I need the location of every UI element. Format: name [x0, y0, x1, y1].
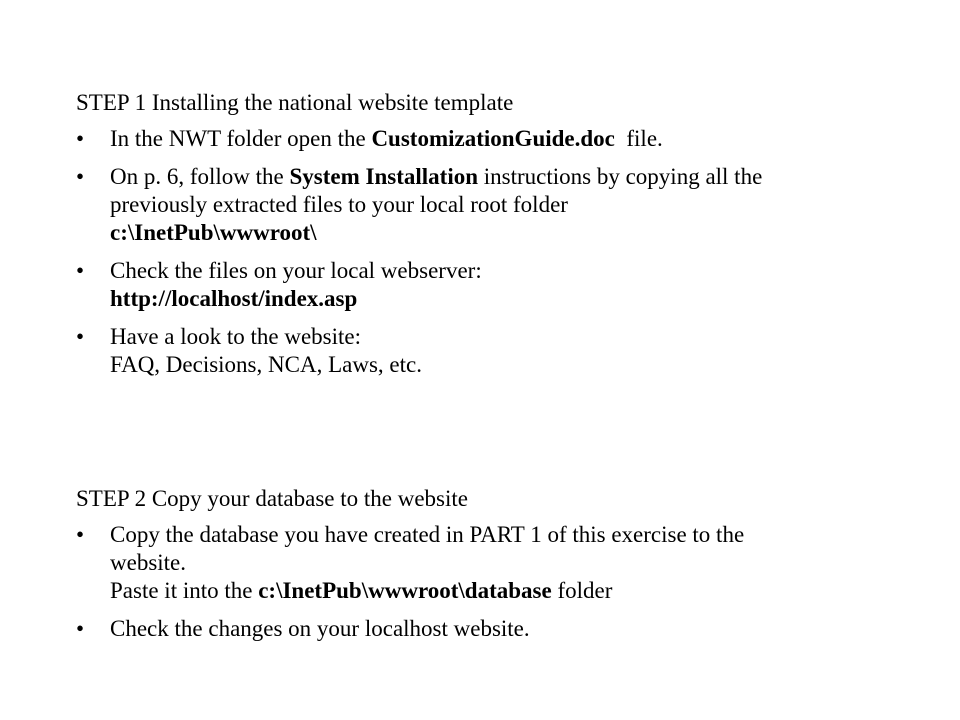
step2-item-copy-database	[76, 521, 856, 605]
text: In the NWT folder open the	[110, 126, 372, 151]
text: folder	[551, 578, 613, 603]
step2-item-check-changes	[76, 615, 856, 643]
step2-heading: STEP 2 Copy your database to the website	[76, 486, 468, 511]
step1-item-open-guide	[76, 125, 856, 153]
bullet-icon: •	[76, 616, 85, 641]
text: Paste it into the	[110, 578, 259, 603]
item-line: Check the files on your local webserver:	[110, 258, 482, 283]
item-line	[110, 219, 856, 247]
item-line: previously extracted files to your local root folder	[110, 192, 568, 217]
step1-item-look-website	[76, 323, 856, 379]
bullet-icon: •	[76, 126, 85, 151]
step1-heading: STEP 1 Installing the national website template	[76, 90, 514, 115]
step1-item-check-files	[76, 257, 856, 313]
item-text	[110, 125, 856, 153]
step1-bullet-list	[76, 125, 856, 379]
item-line	[110, 163, 856, 191]
bullet-icon: •	[76, 164, 85, 189]
text: file.	[614, 126, 663, 151]
item-line	[110, 577, 856, 605]
item-line: FAQ, Decisions, NCA, Laws, etc.	[110, 352, 422, 377]
bullet-icon: •	[76, 522, 85, 547]
step1-item-system-installation	[76, 163, 856, 247]
section-name: System Installation	[289, 164, 479, 189]
root-folder-path: c:\InetPub\wwwroot\	[110, 220, 317, 245]
item-line: Check the changes on your localhost website.	[110, 616, 530, 641]
bullet-icon: •	[76, 258, 85, 283]
item-line: Copy the database you have created in PART 1 of this exercise to the	[110, 522, 745, 547]
database-folder-path: c:\InetPub\wwwroot\database	[258, 578, 552, 603]
doc-filename: CustomizationGuide.doc	[371, 126, 615, 151]
item-line: website.	[110, 550, 187, 575]
bullet-icon: •	[76, 324, 85, 349]
text: On p. 6, follow the	[110, 164, 290, 189]
localhost-url: http://localhost/index.asp	[110, 286, 358, 311]
item-line	[110, 285, 856, 313]
step2-bullet-list	[76, 521, 856, 643]
item-line: Have a look to the website:	[110, 324, 362, 349]
text: instructions by copying all the	[478, 164, 763, 189]
